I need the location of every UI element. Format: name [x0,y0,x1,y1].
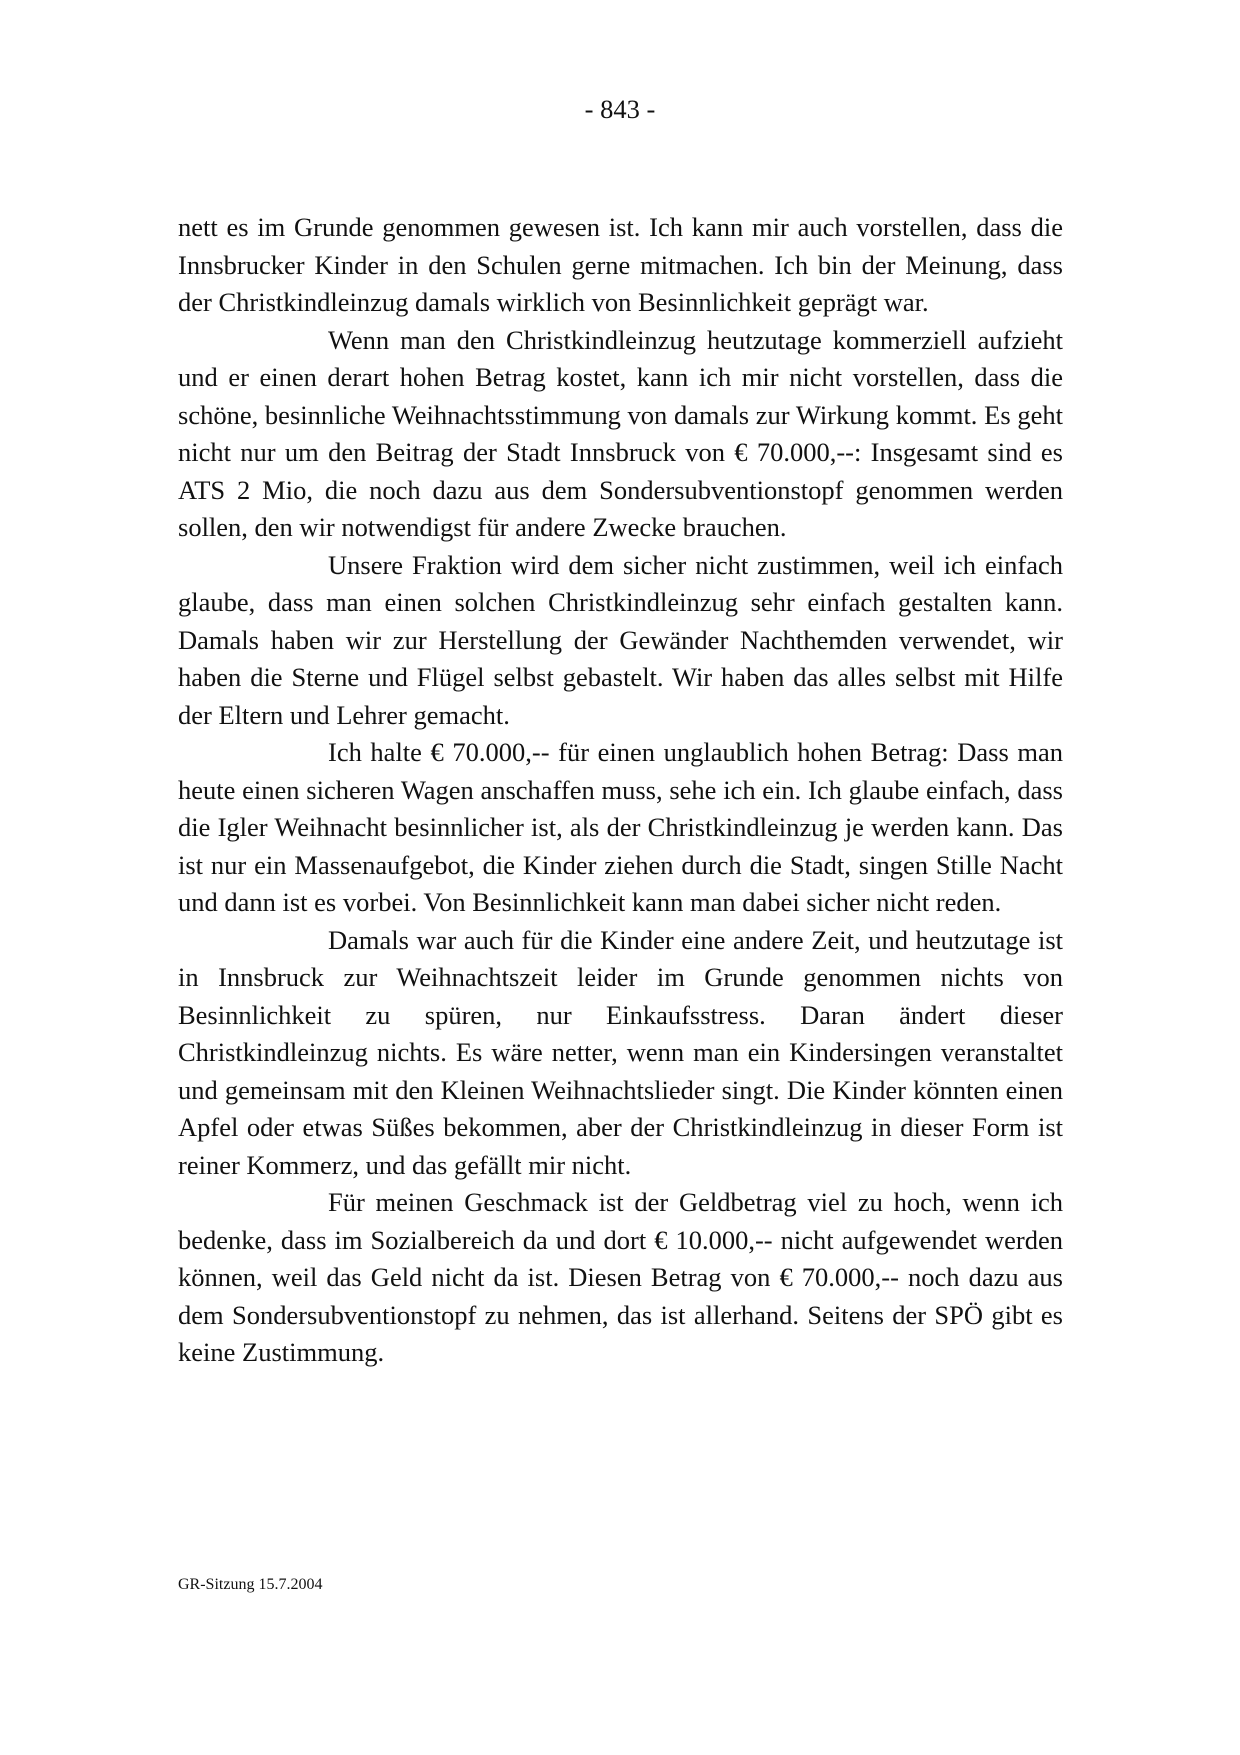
paragraph-2: Wenn man den Christkindleinzug heutzutage kommerziell aufzieht und er einen derart hohen Betrag kostet, kann ich mir nicht vorstellen, dass die schöne, besinnliche Weihnachtsstimmung von damals zur Wirkung kommt. Es geht nicht nur um den Beitrag der Stadt Innsbruck von € 70.000,--: Insgesamt sind es ATS 2 Mio, die noch dazu aus dem Sondersubventionstopf genommen werden sollen, den wir notwendigst für andere Zwecke brauchen. [178,324,1063,542]
footer-session-label: GR-Sitzung 15.7.2004 [178,1576,323,1593]
paragraph-6: Für meinen Geschmack ist der Geldbetrag viel zu hoch, wenn ich bedenke, dass im Sozialbereich da und dort € 10.000,-- nicht aufgewendet werden können, weil das Geld nicht da ist. Diesen Betrag von € 70.000,-- noch dazu aus dem Sondersubventionstopf zu nehmen, das ist allerhand. Seitens der SPÖ gibt es keine Zustimmung. [178,1187,1063,1367]
paragraph-4: Ich halte € 70.000,-- für einen unglaublich hohen Betrag: Dass man heute einen sicheren Wagen anschaffen muss, sehe ich ein. Ich glaube einfach, dass die Igler Weihnacht besinnlicher ist, als der Christkindleinzug je werden kann. Das ist nur ein Massenaufgebot, die Kinder ziehen durch die Stadt, singen Stille Nacht und dann ist es vorbei. Von Besinnlichkeit kann man dabei sicher nicht reden. [178,737,1063,917]
paragraph-3: Unsere Fraktion wird dem sicher nicht zustimmen, weil ich einfach glaube, dass man einen solchen Christkindleinzug sehr einfach gestalten kann. Damals haben wir zur Herstellung der Gewänder Nachthemden verwendet, wir haben die Sterne und Flügel selbst gebastelt. Wir haben das alles selbst mit Hilfe der Eltern und Lehrer gemacht. [178,549,1063,730]
paragraph-1: nett es im Grunde genommen gewesen ist. Ich kann mir auch vorstellen, dass die Innsbrucker Kinder in den Schulen gerne mitmachen. Ich bin der Meinung, dass der Christkindleinzug damals wirklich von Besinnlichkeit geprägt war. [178,212,1063,317]
body-text [178,209,1063,1372]
page-number: - 843 - [584,94,656,124]
paragraph-5: Damals war auch für die Kinder eine andere Zeit, und heutzutage ist in Innsbruck zur Weihnachtszeit leider im Grunde genommen nichts von Besinnlichkeit zu spüren, nur Einkaufsstress. Daran ändert dieser Christkindleinzug nichts. Es wäre netter, wenn man ein Kindersingen veranstaltet und gemeinsam mit den Kleinen Weihnachtslieder singt. Die Kinder könnten einen Apfel oder etwas Süßes bekommen, aber der Christkindleinzug in dieser Form ist reiner Kommerz, und das gefällt mir nicht. [178,924,1063,1180]
